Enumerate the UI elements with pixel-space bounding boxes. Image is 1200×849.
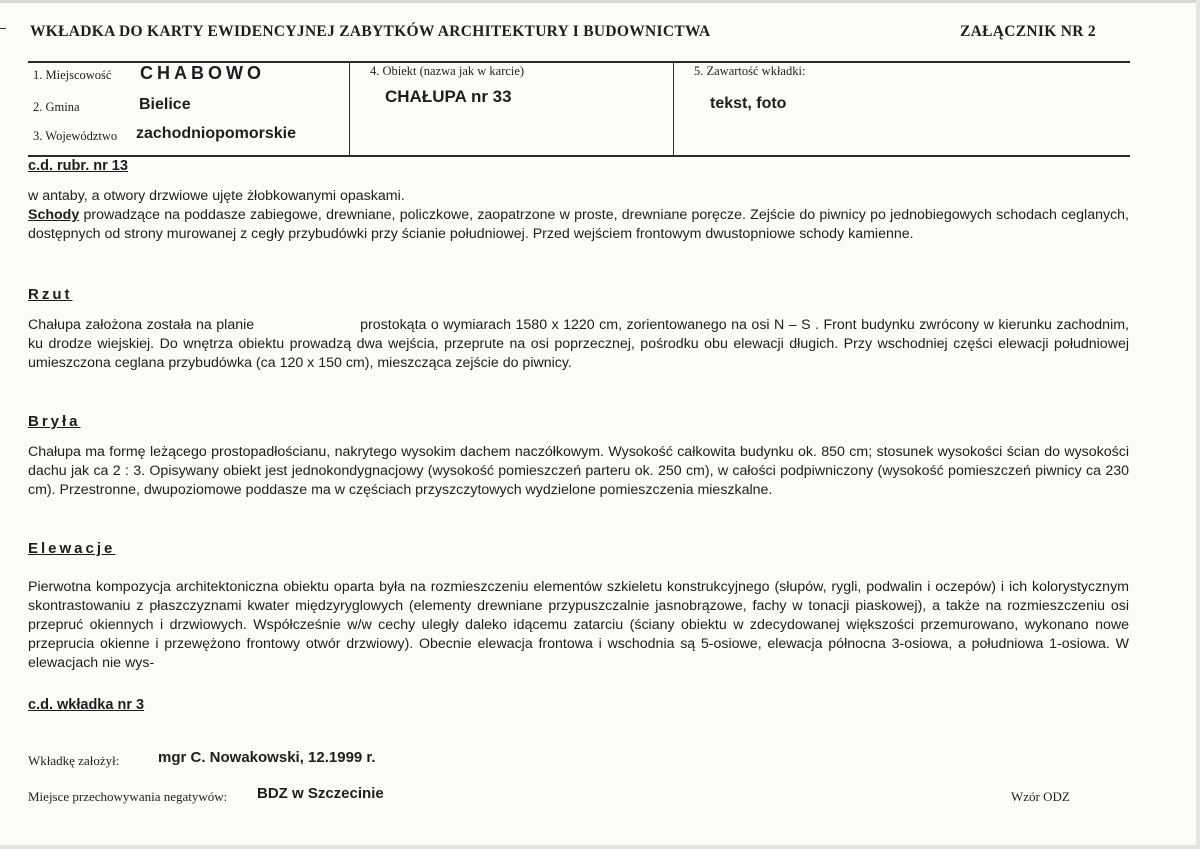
stairs-term: Schody bbox=[28, 207, 80, 223]
rzut-heading: Rzut bbox=[28, 286, 73, 303]
voivodeship-label: 3. Województwo bbox=[33, 129, 118, 143]
intro-line: w antaby, a otwory drzwiowe ujęte żłobkowanymi opaskami. bbox=[28, 188, 405, 204]
elewacje-paragraph: Pierwotna kompozycja architektoniczna obiektu oparta była na rozmieszczeniu elementów szkieletu konstrukcyjnego (słupów, rygli, podwalin i oczepów) i ich kolorystycznym skontrastowaniu z płaszczyznami kwater międzyryglowych (elementy drewniane przypuszczalnie jasnobrązowe, fachy w tonacji piaskowej), a także na rozmieszczeniu osi przepruć okiennych i drzwiowych. Współcześnie w/w cechy uległy daleko idącemu zatarciu (ściany obiektu w zdecydowanej większości przemurowano, wykonano nowe przeprucia okienne i przewężono frontowy otwór drzwiowy). Obecnie elewacja frontowa i wschodnia są 5-osiowe, elewacja północna 3-osiowa, a południowa 1-osiowa. W elewacjach nie wys- bbox=[28, 579, 1129, 671]
object-value: CHAŁUPA nr 33 bbox=[385, 87, 512, 106]
commune-label: 2. Gmina bbox=[33, 100, 80, 114]
voivodeship-value: zachodniopomorskie bbox=[136, 125, 297, 142]
form-divider-1 bbox=[349, 62, 350, 156]
scan-edge-bottom bbox=[0, 845, 1200, 849]
scan-edge-right bbox=[1196, 0, 1200, 849]
commune-value: Bielice bbox=[139, 96, 191, 113]
negatives-label: Miejsce przechowywania negatywów: bbox=[28, 789, 228, 804]
bryla-paragraph: Chałupa ma formę leżącego prostopadłościanu, nakrytego wysokim dachem naczółkowym. Wysokość całkowita budynku ok. 850 cm; stosunek wysokości ścian do wysokości dachu jak ca 2 : 3. Opisywany obiekt jest jednokondygnacjowy (wysokość pomieszczeń parteru ok. 250 cm), w całości podpiwniczony (wysokość pomieszczeń piwnicy ca 230 cm). Przestronne, dwupoziomowe poddasze ma w częściach przyszczytowych wydzielone pomieszczenia mieszkalne. bbox=[28, 444, 1129, 498]
author-value: mgr C. Nowakowski, 12.1999 r. bbox=[158, 749, 376, 766]
rzut-text-a: Chałupa założona została na planie bbox=[28, 317, 255, 333]
rzut-text-b: prostokąta o wymiarach 1580 x 1220 cm, zorientowanego na osi N – S . Front budynku zwrócony w kierunku zachodnim, ku drodze wiejskiej. Do wnętrza obiektu prowadzą dwa wejścia, przeprute na osi poprzecznej, pośrodku obu elewacji długich. Przy wschodniej części elewacji południowej umieszczona ceglana przybudówka (ca 120 x 150 cm), mieszcząca zejście do piwnicy. bbox=[28, 317, 1129, 371]
continuation-footer: c.d. wkładka nr 3 bbox=[28, 697, 145, 713]
template-note: Wzór ODZ bbox=[1011, 789, 1070, 804]
elewacje-heading: Elewacje bbox=[28, 540, 116, 557]
stairs-text: prowadzące na poddasze zabiegowe, drewniane, policzkowe, zaopatrzone w proste, drewniane poręcze. Zejście do piwnicy po jednobiegowych schodach ceglanych, dostępnych od strony murowanej z cegły przybudówki przy ścianie południowej. Przed wejściem frontowym dwustopniowe schody kamienne. bbox=[28, 207, 1129, 242]
locality-value: CHABOWO bbox=[140, 63, 265, 83]
rzut-paragraph bbox=[28, 316, 1129, 373]
object-label: 4. Obiekt (nazwa jak w karcie) bbox=[370, 64, 525, 78]
continuation-heading: c.d. rubr. nr 13 bbox=[28, 158, 128, 174]
stairs-paragraph bbox=[28, 206, 1129, 244]
content-label: 5. Zawartość wkładki: bbox=[694, 64, 806, 78]
content-value: tekst, foto bbox=[710, 95, 787, 112]
attachment-number: ZAŁĄCZNIK NR 2 bbox=[960, 23, 1096, 40]
document-title: WKŁADKA DO KARTY EWIDENCYJNEJ ZABYTKÓW ARCHITEKTURY I BUDOWNICTWA bbox=[30, 23, 711, 40]
author-label: Wkładkę założył: bbox=[28, 753, 120, 768]
locality-label: 1. Miejscowość bbox=[33, 68, 112, 82]
negatives-value: BDZ w Szczecinie bbox=[257, 785, 384, 802]
form-divider-2 bbox=[673, 62, 674, 156]
scan-edge-top bbox=[0, 0, 1200, 3]
form-bottom-rule bbox=[28, 155, 1130, 157]
corner-mark bbox=[0, 28, 6, 29]
bryla-heading: Bryła bbox=[28, 413, 81, 430]
